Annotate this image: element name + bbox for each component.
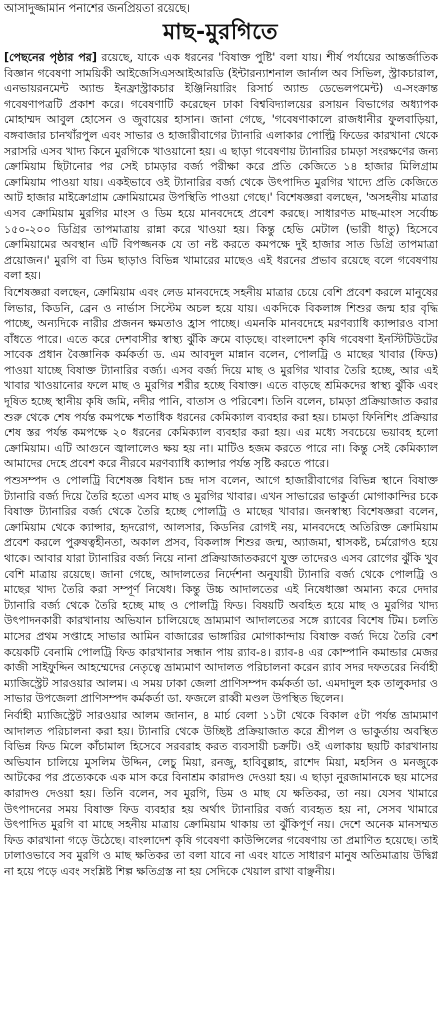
article-paragraph-4: নির্বাহী ম্যাজিস্ট্রেট সারওয়ার আলম জানান, ৪ মার্চ বেলা ১১টা থেকে বিকাল ৫টা পর্যন্ত ভ্রাম্যমাণ আদালত পরিচালনা করা হয়। ট্যানারি থেকে উচ্ছিষ্ট প্রক্রিয়াজাত করে শ্রীপল ও ভাকুর্তায় অবস্থিত বিভিন্ন ফিড মিলে কাঁচামাল হিসেবে সরবরাহ করত ব্যবসায়ী চক্রটি। ওই এলাকায় ছয়টি কারখানায় অভিযান চালিয়ে মুসলিম উদ্দিন, লেচু মিয়া, রনজু, হাবিবুল্লাহ, রাশেদ মিয়া, মহসিন ও মনজুকে আটকের পর প্রত্যেককে এক মাস করে বিনাশ্রম কারাদণ্ড দেওয়া হয়। এ ছাড়া নুরজামানকে ছয় মাসের কারাদণ্ড দেওয়া হয়। তিনি বলেন, সব মুরগি, ডিম ও মাছ যে ক্ষতিকর, তা নয়। যেসব খামারে উৎপাদনের সময় বিষাক্ত ফিড ব্যবহার হয় অর্থাৎ ট্যানারির বর্জ্য ব্যবহৃত হয় না, সেসব খামারে উৎপাদিত মুরগি বা মাছে সহনীয় মাত্রায় ক্রোমিয়াম থাকায় তা ঝুঁকিপূর্ণ নয়। দেশে অনেক মানসম্মত ফিড কারখানা গড়ে উঠেছে। বাংলাদেশ কৃষি গবেষণা কাউন্সিলের গবেষণায় তা প্রমাণিত হয়েছে। তাই ঢালাওভাবে সব মুরগি ও মাছ ক্ষতিকর তা বলা যাবে না এবং যাতে সাধারণ মানুষ অতিমাত্রায় উদ্বিগ্ন না হয়ে পড়ে এবং সংশ্লিষ্ট শিল্প ক্ষতিগ্রস্ত না হয় সেদিকে খেয়াল রাখা বাঞ্ছনীয়। xyxy=(4,708,438,878)
article-headline: মাছ-মুরগিতে xyxy=(163,20,278,45)
article-paragraph-2: বিশেষজ্ঞরা বলছেন, ক্রোমিয়াম এবং লেড মানবদেহে সহনীয় মাত্রার চেয়ে বেশি প্রবেশ করলে মানুষের লিভার, কিডনি, ব্রেন ও নার্ভাস সিস্টেম অচল হয়ে যায়। একদিকে বিকলাঙ্গ শিশুর জন্ম হার বৃদ্ধি পাচ্ছে, অন্যদিকে নারীর প্রজনন ক্ষমতাও হ্রাস পাচ্ছে। এমনকি মানবদেহে মরণব্যাধি ক্যান্সারও বাসা বাঁধতে পারে। এতে করে দেশবাসীর স্বাস্থ্য ঝুঁকি ক্রমে বাড়ছে। বাংলাদেশ কৃষি গবেষণা ইনস্টিটিউটের সাবেক প্রধান বৈজ্ঞানিক কর্মকর্তা ড. এম আবদুল মান্নান বলেন, পোলট্রি ও মাছের খাবার (ফিড) পাওয়া যাচ্ছে বিষাক্ত ট্যানারির বর্জ্য। এসব বর্জ্য দিয়ে মাছ ও মুরগির খাবার তৈরি হচ্ছে, আর এই খাবার খাওয়ানোর ফলে মাছ ও মুরগির শরীর হচ্ছে বিষাক্ত। এতে বাড়ছে শ্রমিকদের স্বাস্থ্য ঝুঁকি এবং দূষিত হচ্ছে স্থানীয় কৃষি জমি, নদীর পানি, বাতাস ও পরিবেশ। তিনি বলেন, চামড়া প্রক্রিয়াজাত করার শুরু থেকে শেষ পর্যন্ত কমপক্ষে শতাধিক ধরনের কেমিক্যাল ব্যবহার করা হয়। চামড়া ফিনিশিং প্রক্রিয়ার শেষ স্তর পর্যন্ত কমপক্ষে ২০ ধরনের কেমিক্যাল ব্যবহার করা হয়। এর মধ্যে সবচেয়ে ভয়াবহ হলো ক্রোমিয়াম। এটি আগুনে জ্বালালেও ক্ষয় হয় না। মাটিও হজম করতে পারে না। কিন্তু সেই কেমিক্যাল আমাদের দেহে প্রবেশ করে নীরবে মরণব্যাধি ক্যান্সার পর্যন্ত সৃষ্টি করতে পারে। xyxy=(4,285,438,471)
continued-from-tag: [পেছনের পৃষ্ঠার পর] xyxy=(4,51,97,64)
article-paragraph-1 xyxy=(4,50,438,284)
article-body xyxy=(4,50,438,1032)
previous-article-remnant: আসাদুজ্জামান পনাশের জনপ্রিয়তা রয়েছে। xyxy=(4,1,190,15)
paragraph-text: রয়েছে, যাকে এক ধরনের 'বিষাক্ত পুষ্টি' বলা যায়। শীর্ষ পর্যায়ের আন্তর্জাতিক বিজ্ঞান গবেষণা সাময়িকী আইজেসিএসআইআরডি (ইন্টারন্যাশনাল জার্নাল অব সিভিল, স্ট্রাকচারাল, এনভায়রনমেন্ট অ্যান্ড ইনফ্রাস্ট্রাকচার ইঞ্জিনিয়ারিং রিসার্চ অ্যান্ড ডেভেলপমেন্ট) এ-সংক্রান্ত গবেষণাপত্রটি প্রকাশ করে। গবেষণাটি করেছেন ঢাকা বিশ্ববিদ্যালয়ের রসায়ন বিভাগের অধ্যাপক মোহাম্মদ আবুল হোসেন ও জুবায়ের হাসান। জানা গেছে, 'গবেষণাকালে রাজধানীর ফুলবাড়িয়া, বঙ্গবাজার চানখাঁরপুল এবং সাভার ও হাজারীবাগের ট্যানারি এলাকার পোল্ট্রি ফিডের কারখানা থেকে সরাসরি এসব খাদ্য কিনে মুরগিকে খাওয়ানো হয়। এ ছাড়া গবেষণায় ট্যানারির চামড়া সংরক্ষণের জন্য ক্রোমিয়াম ছিটানোর পর সেই চামড়ার বর্জ্য পরীক্ষা করে প্রতি কেজিতে ১৪ হাজার মিলিগ্রাম ক্রোমিয়াম পাওয়া যায়। একইভাবে ওই ট্যানারির বর্জ্য থেকে উৎপাদিত মুরগির খাদ্যে প্রতি কেজিতে আট হাজার মাইক্রোগ্রাম ক্রোমিয়ামের উপস্থিতি পাওয়া গেছে।' বিশেষজ্ঞরা বলছেন, 'অসহনীয় মাত্রার এসব ক্রোমিয়াম মুরগির মাংস ও ডিম হয়ে মানবদেহে প্রবেশ করছে। সাধারণত মাছ-মাংস সর্বোচ্চ ১৫০-২০০ ডিগ্রির তাপমাত্রায় রান্না করে খাওয়া হয়। কিন্তু হেভি মেটাল (ভারী ধাতু) হিসেবে ক্রোমিয়ামের অবস্থান এটি বিপজ্জনক যে তা নষ্ট করতে কমপক্ষে দুই হাজার সাত ডিগ্রি তাপমাত্রা প্রয়োজন।' মুরগি বা ডিম ছাড়াও বিভিন্ন খামারের মাছেও এই ধরনের প্রভাব রয়েছে বলে গবেষণায় বলা হয়। xyxy=(4,51,438,283)
article-paragraph-3: পশুসম্পদ ও পোলট্রি বিশেষজ্ঞ বিধান চন্দ্র দাস বলেন, আগে হাজারীবাগের বিভিন্ন স্থানে বিষাক্ত ট্যানারি বর্জ্য দিয়ে তৈরি হতো এসব মাছ ও মুরগির খাবার। এখন সাভারের ভাকুর্তা মোগাকান্দির চকে বিষাক্ত ট্যানারির বর্জ্য থেকে তৈরি হচ্ছে পোলট্রি ও মাছের খাবার। জনস্বাস্থ্য বিশেষজ্ঞরা বলেন, ক্রোমিয়াম থেকে ক্যান্সার, হৃদরোগ, আলসার, কিডনির রোগই নয়, মানবদেহে অতিরিক্ত ক্রোমিয়াম প্রবেশ করলে পুরুষত্বহীনতা, অকাল প্রসব, বিকলাঙ্গ শিশুর জন্ম, অ্যাজমা, শ্বাসকষ্ট, চর্মরোগও হয়ে থাকে। আবার যারা ট্যানারির বর্জ্য নিয়ে নানা প্রক্রিয়াজাতকরণে যুক্ত তাদেরও এসব রোগের ঝুঁকি খুব বেশি মাত্রায় রয়েছে। জানা গেছে, আদালতের নির্দেশনা অনুযায়ী ট্যানারি বর্জ্য থেকে পোলট্রি ও মাছের খাদ্য তৈরি করা সম্পূর্ণ নিষেধ। কিন্তু উচ্চ আদালতের এই নিষেধাজ্ঞা অমান্য করে দেদার ট্যানারি বর্জ্য থেকে তৈরি হচ্ছে মাছ ও পোলট্রি ফিড। বিষয়টি অবহিত হয়ে মাছ ও মুরগির খাদ্য উৎপাদনকারী কারখানায় অভিযান চালিয়েছে ভ্রাম্যমাণ আদালতের সঙ্গে র‌্যাবের বিশেষ টিম। চলতি মাসের প্রথম সপ্তাহে সাভার আমিন বাজারের ভাঙ্গারির মোগাকান্দায় বিষাক্ত বর্জ্য দিয়ে তৈরি বেশ কয়েকটি বেনামি পোলট্রি ফিড কারখানার সন্ধান পায় র‌্যাব-৪। র‌্যাব-৪ এর কোম্পানি কমান্ডার মেজর কাজী সাইফুদ্দিন আহম্মেদের নেতৃত্বে ভ্রাম্যমাণ আদালত পরিচালনা করেন র‌্যাব সদর দফতরের নির্বাহী ম্যাজিস্ট্রেট সারওয়ার আলম। এ সময় ঢাকা জেলা প্রাণিসম্পদ কর্মকর্তা ডা. এমদাদুল হক তালুকদার ও সাভার উপজেলা প্রাণিসম্পদ কর্মকর্তা ডা. ফজলে রাব্বী মণ্ডল উপস্থিত ছিলেন। xyxy=(4,474,438,706)
